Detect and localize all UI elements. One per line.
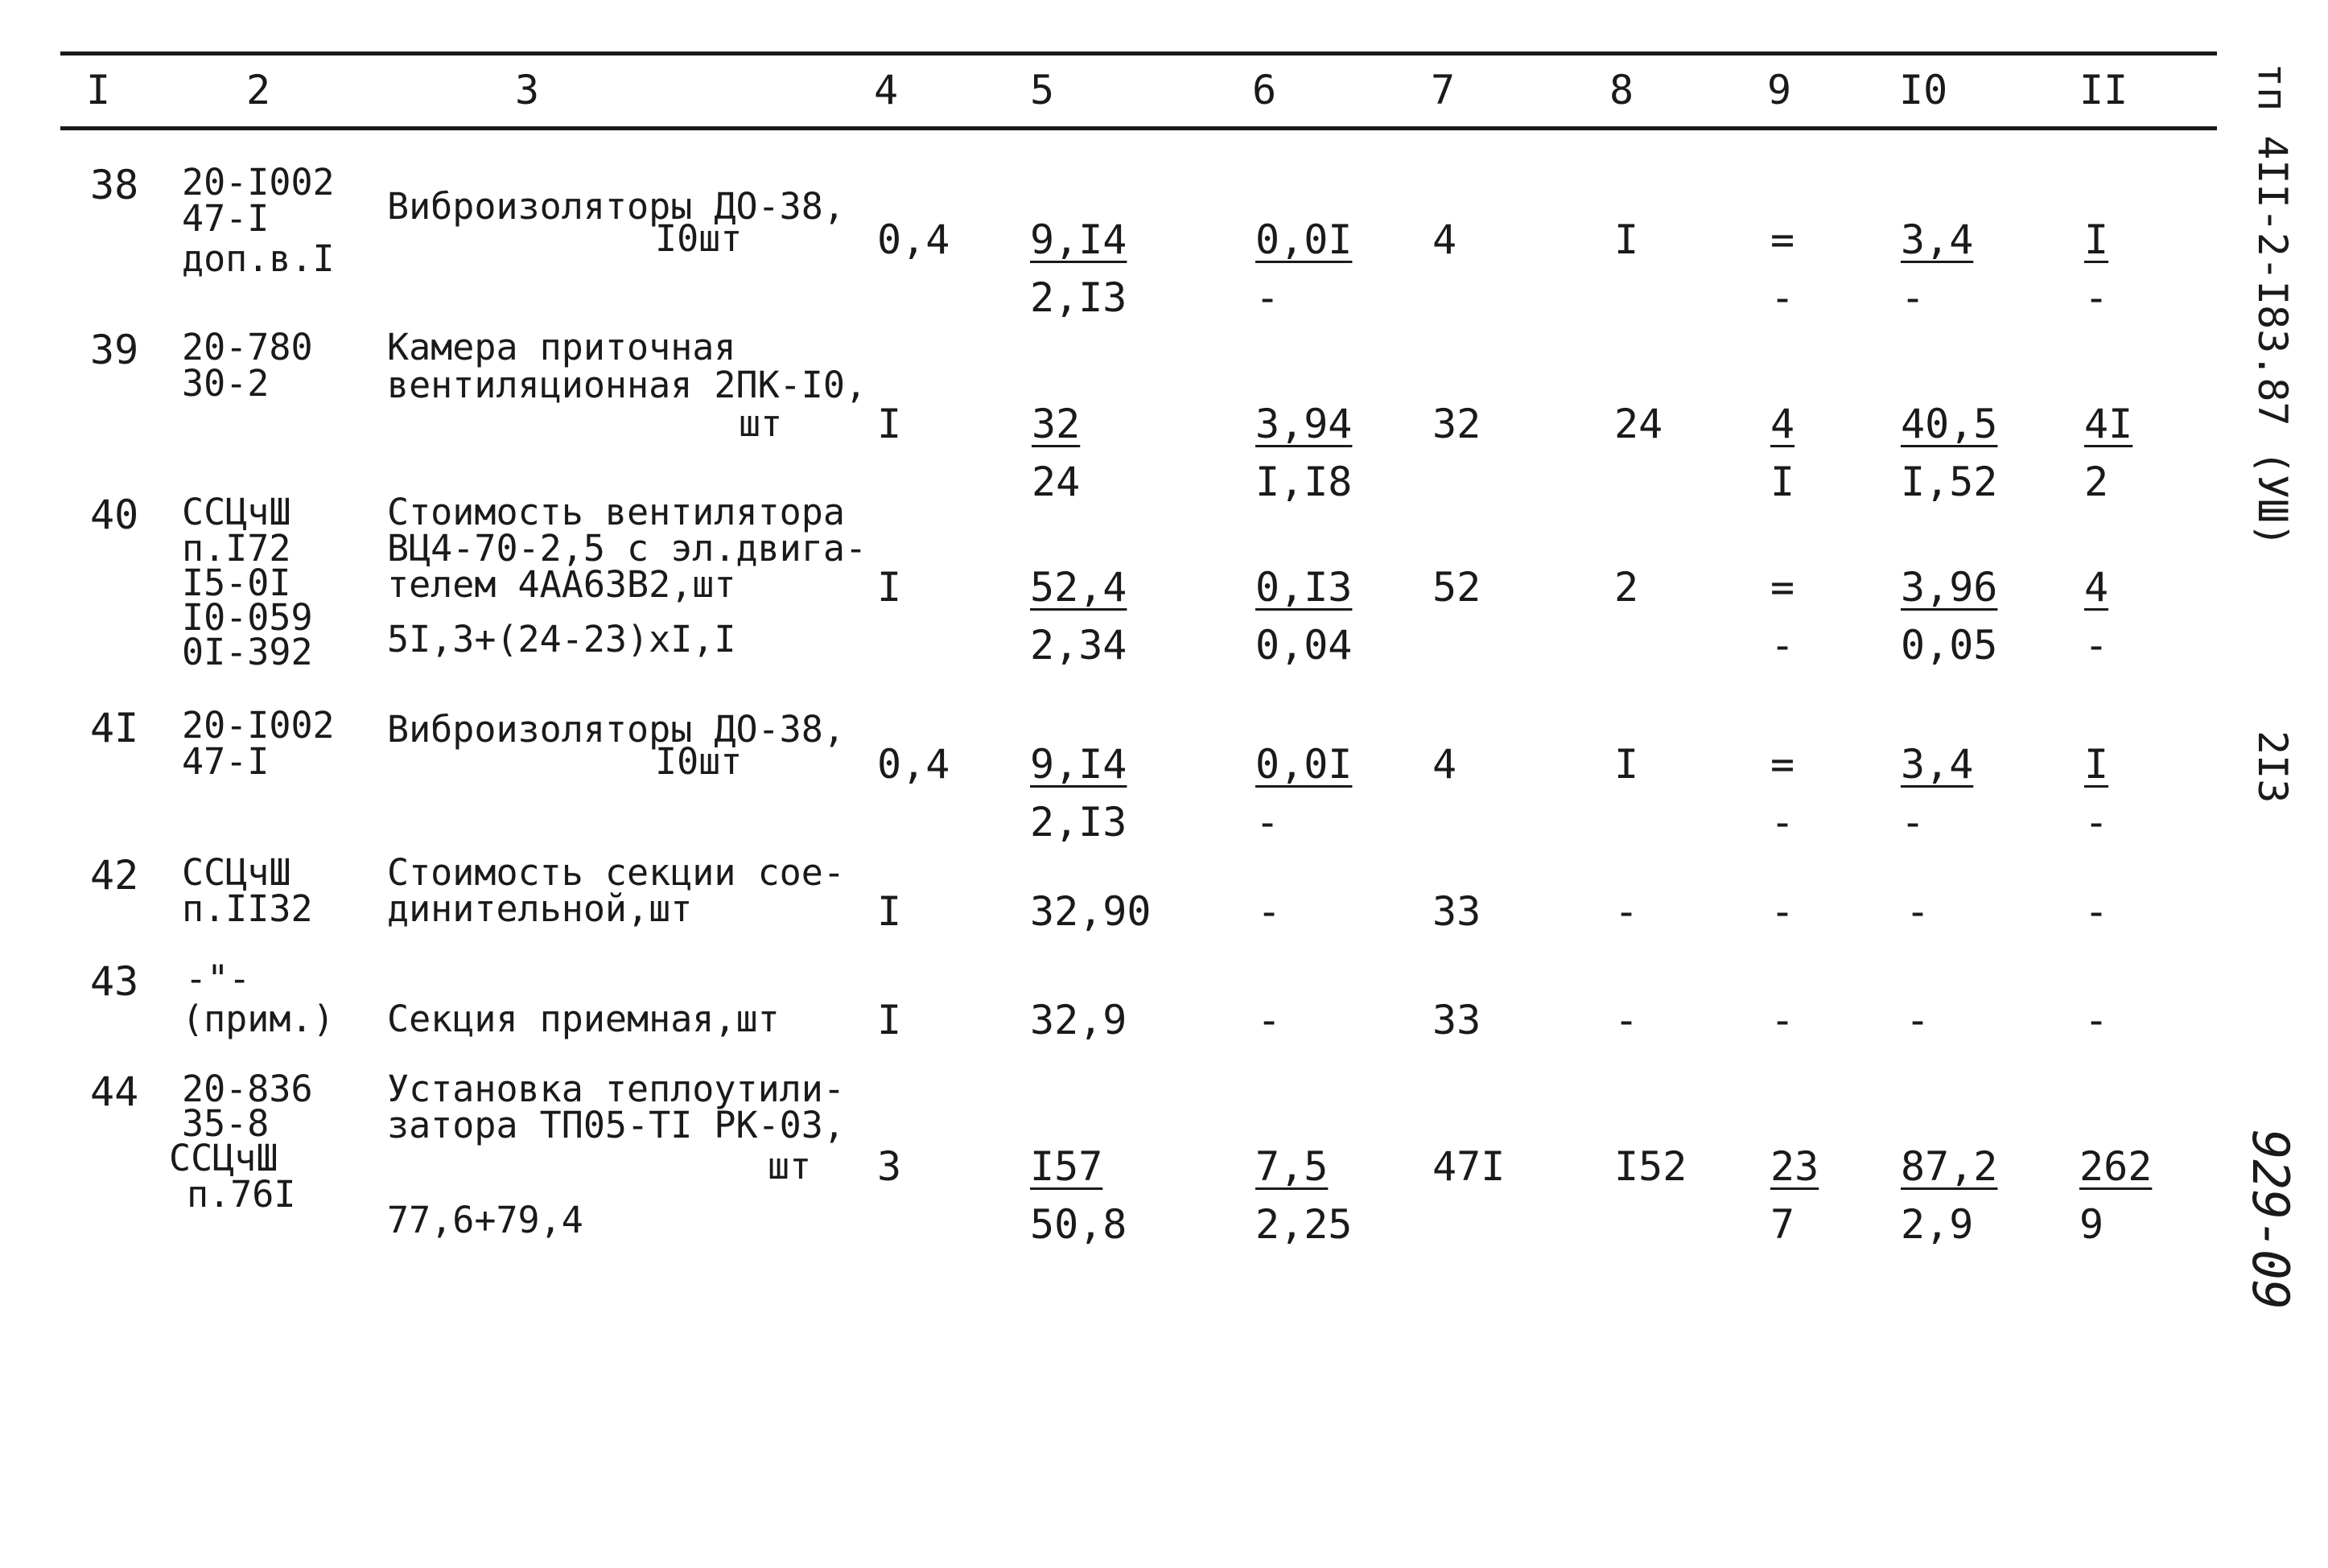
col11-value: $\frac{262}{9}$ (2079, 1143, 2153, 1248)
row-number: 44 (90, 1068, 139, 1115)
col9-value: $\frac{23}{7}$ (1770, 1143, 1819, 1248)
description-line: I0шт (655, 217, 743, 260)
ref-line: 20-I002 (182, 161, 335, 204)
col7-value: 33 (1432, 997, 1481, 1043)
col7-value: 33 (1432, 888, 1481, 935)
quantity: I (877, 888, 902, 935)
row-number: 40 (90, 492, 139, 538)
row-number: 4I (90, 705, 139, 751)
quantity: 0,4 (877, 216, 950, 263)
description-line: Виброизоляторы ДО-38, (387, 708, 845, 751)
col11-value: - (2084, 888, 2109, 935)
col7-value: 47I (1432, 1143, 1506, 1190)
col9-value: = - (1770, 741, 1795, 846)
page-number: 2I3 (2249, 730, 2296, 804)
description-line: I0шт (655, 740, 743, 783)
quantity: I (877, 997, 902, 1043)
ref-line: (прим.) (182, 998, 335, 1040)
row-number: 39 (90, 327, 139, 373)
col-header-2: 2 (246, 67, 271, 113)
description-line: Установка теплоутили- (387, 1068, 845, 1110)
col10-value: 3,4 - (1901, 741, 1974, 846)
ref-line: ССЦчШ (182, 491, 291, 533)
col5-value: $\frac{9,I4}{2,I3}$ (1030, 741, 1127, 846)
ref-line: I5-0I (182, 562, 291, 604)
col5-value: $\frac{I57}{50,8}$ (1030, 1143, 1127, 1248)
description-line: шт (768, 1145, 812, 1187)
col-header-11: II (2079, 67, 2128, 113)
col9-value: = - (1770, 216, 1795, 321)
col10-value: $\frac{87,2}{2,9}$ (1901, 1143, 1998, 1248)
col9-value: $\frac{4}{I}$ (1770, 401, 1795, 505)
col-header-6: 6 (1252, 67, 1277, 113)
col5-value: $\frac{9,I4}{2,I3}$ (1030, 216, 1127, 321)
description-line: Секция приемная,шт (387, 998, 780, 1040)
col11-value: I - (2084, 216, 2109, 321)
top-rule (60, 51, 2217, 56)
row-number: 42 (90, 852, 139, 899)
ref-line: ССЦчШ (182, 851, 291, 894)
col7-value: 32 (1432, 401, 1481, 447)
quantity: I (877, 564, 902, 611)
col9-value: - (1770, 888, 1795, 935)
col5-value: $\frac{32}{24}$ (1032, 401, 1081, 505)
quantity: I (877, 401, 902, 447)
col6-value: 0,0I - (1255, 216, 1353, 321)
quantity: 3 (877, 1143, 902, 1190)
description-line: Виброизоляторы ДО-38, (387, 185, 845, 228)
col-header-5: 5 (1030, 67, 1055, 113)
description-line: затора ТП05-ТI РК-03, (387, 1104, 845, 1146)
document-code: тп 4II-2-I83.87 (УШ) (2249, 63, 2296, 548)
ref-line: I0-059 (182, 596, 313, 639)
col8-value: I52 (1614, 1143, 1687, 1190)
description-line: динительной,шт (387, 887, 693, 930)
col11-value: $\frac{4I}{2}$ (2084, 401, 2133, 505)
col7-value: 4 (1432, 216, 1457, 263)
col6-value: 0,0I - (1255, 741, 1353, 846)
description-line: 5I,3+(24-23)xI,I (387, 618, 736, 661)
ref-line: 20-I002 (182, 704, 335, 747)
col-header-3: 3 (515, 67, 540, 113)
sheet-number: 929-09 (2241, 1130, 2300, 1310)
col10-value: - (1906, 888, 1930, 935)
description-line: вентиляционная 2ПК-I0, (387, 364, 867, 406)
ref-line: 47-I (182, 197, 270, 240)
col6-value: $\frac{7,5}{2,25}$ (1255, 1143, 1353, 1248)
row-number: 43 (90, 958, 139, 1005)
ref-line: 35-8 (182, 1102, 270, 1145)
row-number: 38 (90, 162, 139, 208)
col10-value: 3,4 - (1901, 216, 1974, 321)
col5-value: 32,90 (1030, 888, 1152, 935)
description-line: Камера приточная (387, 326, 736, 368)
col11-value: - (2084, 997, 2109, 1043)
col-header-4: 4 (874, 67, 899, 113)
col10-value: $\frac{3,96}{0,05}$ (1901, 564, 1998, 669)
description-line: 77,6+79,4 (387, 1199, 583, 1241)
ref-line: 0I-392 (182, 631, 313, 673)
col5-value: $\frac{52,4}{2,34}$ (1030, 564, 1127, 669)
description-line: Стоимость секции сое- (387, 851, 845, 894)
col6-value: - (1257, 997, 1282, 1043)
col5-value: 32,9 (1030, 997, 1127, 1043)
col-header-9: 9 (1767, 67, 1792, 113)
ref-line: 47-I (182, 740, 270, 783)
col8-value: 24 (1614, 401, 1663, 447)
ref-line: доп.в.I (182, 237, 335, 280)
ref-line: п.I72 (182, 527, 291, 570)
header-rule (60, 126, 2217, 130)
description-line: шт (739, 402, 783, 445)
ref-line: 20-780 (182, 326, 313, 368)
description-line: Стоимость вентилятора (387, 491, 845, 533)
description-line: ВЦ4-70-2,5 с эл.двига- (387, 527, 867, 570)
col9-value: = - (1770, 564, 1795, 669)
ref-line: 30-2 (182, 362, 270, 405)
description-line: телем 4АА63В2,шт (387, 563, 736, 606)
col6-value: - (1257, 888, 1282, 935)
ref-line: -"- (185, 957, 251, 1000)
col8-value: 2 (1614, 564, 1639, 611)
col8-value: - (1614, 997, 1639, 1043)
col7-value: 52 (1432, 564, 1481, 611)
col11-value: I - (2084, 741, 2109, 846)
ref-line: ССЦчШ (169, 1137, 278, 1179)
col10-value: $\frac{40,5}{I,52}$ (1901, 401, 1998, 505)
col7-value: 4 (1432, 741, 1457, 788)
ref-line: п.76I (187, 1173, 296, 1216)
col8-value: I (1614, 216, 1639, 263)
col6-value: $\frac{0,I3}{0,04}$ (1255, 564, 1353, 669)
col11-value: 4 - (2084, 564, 2109, 669)
ref-line: 20-836 (182, 1068, 313, 1110)
ref-line: п.II32 (182, 887, 313, 930)
col-header-1: I (86, 67, 111, 113)
col-header-7: 7 (1431, 67, 1456, 113)
col8-value: I (1614, 741, 1639, 788)
col8-value: - (1614, 888, 1639, 935)
col9-value: - (1770, 997, 1795, 1043)
col6-value: $\frac{3,94}{I,I8}$ (1255, 401, 1353, 505)
col10-value: - (1906, 997, 1930, 1043)
col-header-10: I0 (1899, 67, 1948, 113)
quantity: 0,4 (877, 741, 950, 788)
col-header-8: 8 (1609, 67, 1634, 113)
